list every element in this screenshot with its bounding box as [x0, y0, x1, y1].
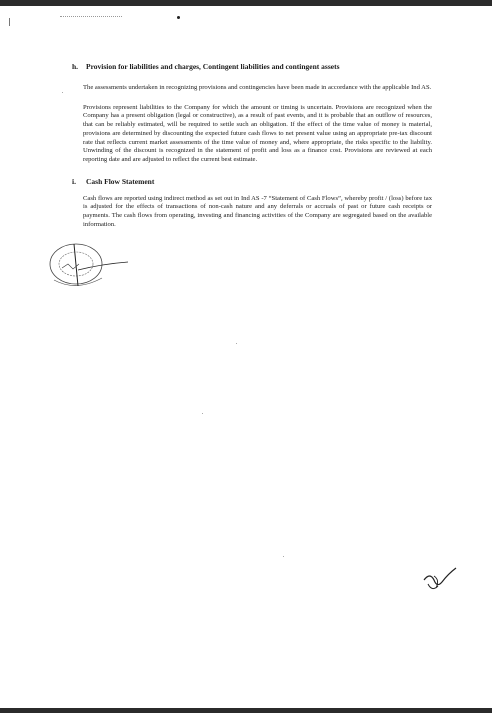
section-i-label: i. — [72, 176, 76, 186]
section-i-heading — [72, 177, 432, 186]
document-page — [72, 62, 432, 229]
scan-mark — [9, 18, 10, 26]
section-i-paragraph-1: Cash flows are reported using indirect method as set out in Ind AS -7 “Statement of Cash Flows”, whereby profit / (loss) before tax is adjusted for the effects of transactions of non-cash nature and any deferrals or accruals of past or future cash receipts or payments. The cash flows from operating, investing and financing activities of the Company are segregated based on the available information. — [83, 194, 432, 228]
section-h-heading — [72, 62, 432, 71]
firm-stamp-icon — [44, 240, 130, 310]
signature-icon — [422, 566, 458, 596]
scan-speck — [283, 556, 284, 557]
scan-top-border — [0, 0, 492, 6]
section-h-label: h. — [72, 62, 79, 71]
section-h-title: Provision for liabilities and charges, Contingent liabilities and contingent assets — [86, 62, 340, 71]
section-h-paragraph-2: Provisions represent liabilities to the Company for which the amount or timing is uncertain. Provisions are recognized when the Company has a present obligation (legal or constructive), as a result of past events, and it is probable that an outflow of resources, that can be reliably estimated, will be required to settle such an obligation. If the effect of the time value of money is material, provisions are determined by discounting the expected future cash flows to net present value using an appropriate pre-tax discount rate that reflects current market assessments of the time value of money and, where appropriate, the risks specific to the liability. Unwinding of the discount is recognized in the statement of profit and loss as a finance cost. Provisions are reviewed at each reporting date and are adjusted to reflect the current best estimate. — [83, 103, 432, 163]
scan-speck — [202, 413, 203, 414]
scan-speck — [236, 343, 237, 344]
scan-dotted-mark — [60, 16, 122, 17]
scan-speck — [62, 92, 63, 93]
scan-bottom-border — [0, 708, 492, 713]
scan-dot — [177, 16, 180, 19]
section-h-paragraph-1: The assessments undertaken in recognizing provisions and contingencies have been made in accordance with the applicable Ind AS. — [83, 84, 432, 91]
section-i-title: Cash Flow Statement — [86, 176, 155, 186]
